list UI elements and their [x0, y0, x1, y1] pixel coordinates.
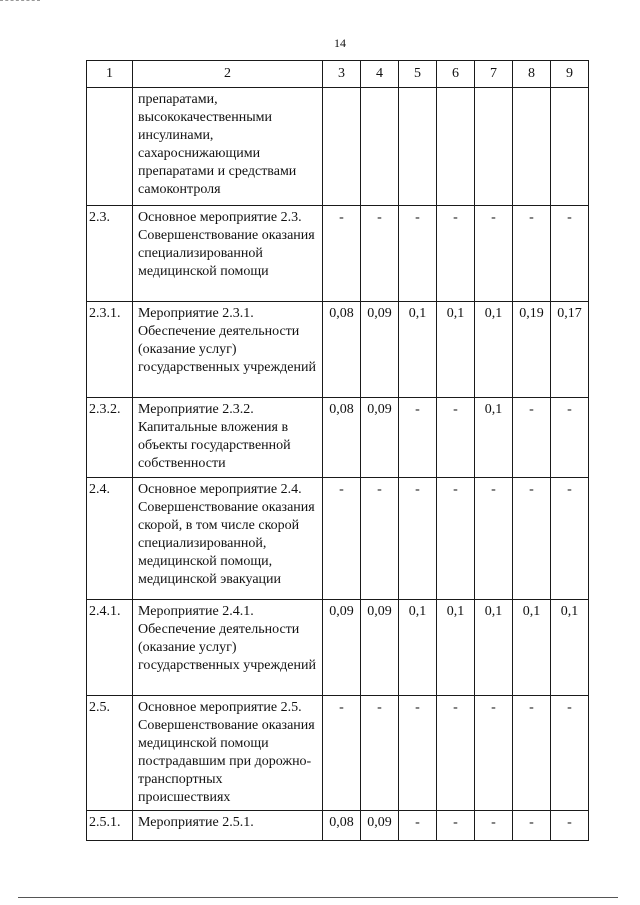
value-cell-col-7: 0,1 [475, 398, 513, 478]
value-cell-col-8: 0,19 [513, 302, 551, 398]
header-cell: 5 [399, 61, 437, 88]
row-description: препаратами, высококачественными инсулинами, сахароснижающими препаратами и средствами самоконтроля [133, 88, 323, 206]
value-cell-col-7: 0,1 [475, 600, 513, 696]
value-cell-col-4: 0,09 [361, 600, 399, 696]
value-cell-col-3: - [323, 696, 361, 811]
value-cell-col-5: - [399, 696, 437, 811]
row-description: Мероприятие 2.4.1. Обеспечение деятельности (оказание услуг) государственных учреждений [133, 600, 323, 696]
header-cell: 2 [133, 61, 323, 88]
header-cell: 9 [551, 61, 589, 88]
row-code: 2.5.1. [87, 811, 133, 841]
value-cell-col-9 [551, 88, 589, 206]
table-row [87, 696, 589, 811]
value-cell-col-5: - [399, 478, 437, 600]
value-cell-col-9: - [551, 811, 589, 841]
value-cell-col-8: - [513, 811, 551, 841]
value-cell-col-9: - [551, 398, 589, 478]
row-code [87, 88, 133, 206]
value-cell-col-8: - [513, 206, 551, 302]
row-code: 2.4.1. [87, 600, 133, 696]
value-cell-col-6: 0,1 [437, 600, 475, 696]
value-cell-col-6: - [437, 478, 475, 600]
value-cell-col-3: 0,08 [323, 398, 361, 478]
value-cell-col-7: 0,1 [475, 302, 513, 398]
value-cell-col-5: - [399, 206, 437, 302]
value-cell-col-9: 0,1 [551, 600, 589, 696]
header-cell: 1 [87, 61, 133, 88]
value-cell-col-6: - [437, 398, 475, 478]
value-cell-col-7 [475, 88, 513, 206]
value-cell-col-4: - [361, 206, 399, 302]
row-description: Основное мероприятие 2.3. Совершенствование оказания специализированной медицинской помощи [133, 206, 323, 302]
value-cell-col-8: 0,1 [513, 600, 551, 696]
value-cell-col-8: - [513, 398, 551, 478]
table-row [87, 600, 589, 696]
page-number: 14 [334, 36, 346, 50]
table-row [87, 88, 589, 206]
value-cell-col-5 [399, 88, 437, 206]
scan-corner-mark [0, 0, 40, 3]
value-cell-col-6: - [437, 811, 475, 841]
row-code: 2.3. [87, 206, 133, 302]
table-row [87, 206, 589, 302]
value-cell-col-3: 0,09 [323, 600, 361, 696]
value-cell-col-5: 0,1 [399, 600, 437, 696]
value-cell-col-3: 0,08 [323, 811, 361, 841]
row-code: 2.3.1. [87, 302, 133, 398]
value-cell-col-9: - [551, 206, 589, 302]
value-cell-col-4: - [361, 696, 399, 811]
value-cell-col-8: - [513, 478, 551, 600]
row-description: Мероприятие 2.3.2. Капитальные вложения в объекты государственной собственности [133, 398, 323, 478]
value-cell-col-7: - [475, 811, 513, 841]
value-cell-col-9: 0,17 [551, 302, 589, 398]
value-cell-col-4: 0,09 [361, 398, 399, 478]
header-cell: 7 [475, 61, 513, 88]
row-description: Мероприятие 2.5.1. [133, 811, 323, 841]
value-cell-col-3: - [323, 478, 361, 600]
value-cell-col-3 [323, 88, 361, 206]
value-cell-col-9: - [551, 696, 589, 811]
row-description: Мероприятие 2.3.1. Обеспечение деятельности (оказание услуг) государственных учреждений [133, 302, 323, 398]
value-cell-col-3: - [323, 206, 361, 302]
row-description: Основное мероприятие 2.4. Совершенствование оказания скорой, в том числе скорой специализированной, медицинской помощи, медицинской эвакуации [133, 478, 323, 600]
value-cell-col-4: - [361, 478, 399, 600]
header-cell: 3 [323, 61, 361, 88]
row-code: 2.3.2. [87, 398, 133, 478]
value-cell-col-7: - [475, 478, 513, 600]
value-cell-col-4: 0,09 [361, 811, 399, 841]
table-row [87, 398, 589, 478]
value-cell-col-7: - [475, 206, 513, 302]
table-row [87, 302, 589, 398]
value-cell-col-5: - [399, 398, 437, 478]
value-cell-col-6: - [437, 206, 475, 302]
table-row [87, 811, 589, 841]
value-cell-col-7: - [475, 696, 513, 811]
row-code: 2.4. [87, 478, 133, 600]
header-cell: 4 [361, 61, 399, 88]
value-cell-col-9: - [551, 478, 589, 600]
value-cell-col-8 [513, 88, 551, 206]
table-header-row [87, 61, 589, 88]
header-cell: 8 [513, 61, 551, 88]
page-bottom-edge [18, 897, 618, 898]
value-cell-col-4 [361, 88, 399, 206]
table-row [87, 478, 589, 600]
row-description: Основное мероприятие 2.5. Совершенствование оказания медицинской помощи пострадавшим при дорожно-транспортных происшествиях [133, 696, 323, 811]
value-cell-col-3: 0,08 [323, 302, 361, 398]
value-cell-col-6 [437, 88, 475, 206]
value-cell-col-6: - [437, 696, 475, 811]
indicators-table [86, 60, 589, 841]
header-cell: 6 [437, 61, 475, 88]
value-cell-col-5: - [399, 811, 437, 841]
value-cell-col-8: - [513, 696, 551, 811]
value-cell-col-6: 0,1 [437, 302, 475, 398]
value-cell-col-5: 0,1 [399, 302, 437, 398]
value-cell-col-4: 0,09 [361, 302, 399, 398]
row-code: 2.5. [87, 696, 133, 811]
